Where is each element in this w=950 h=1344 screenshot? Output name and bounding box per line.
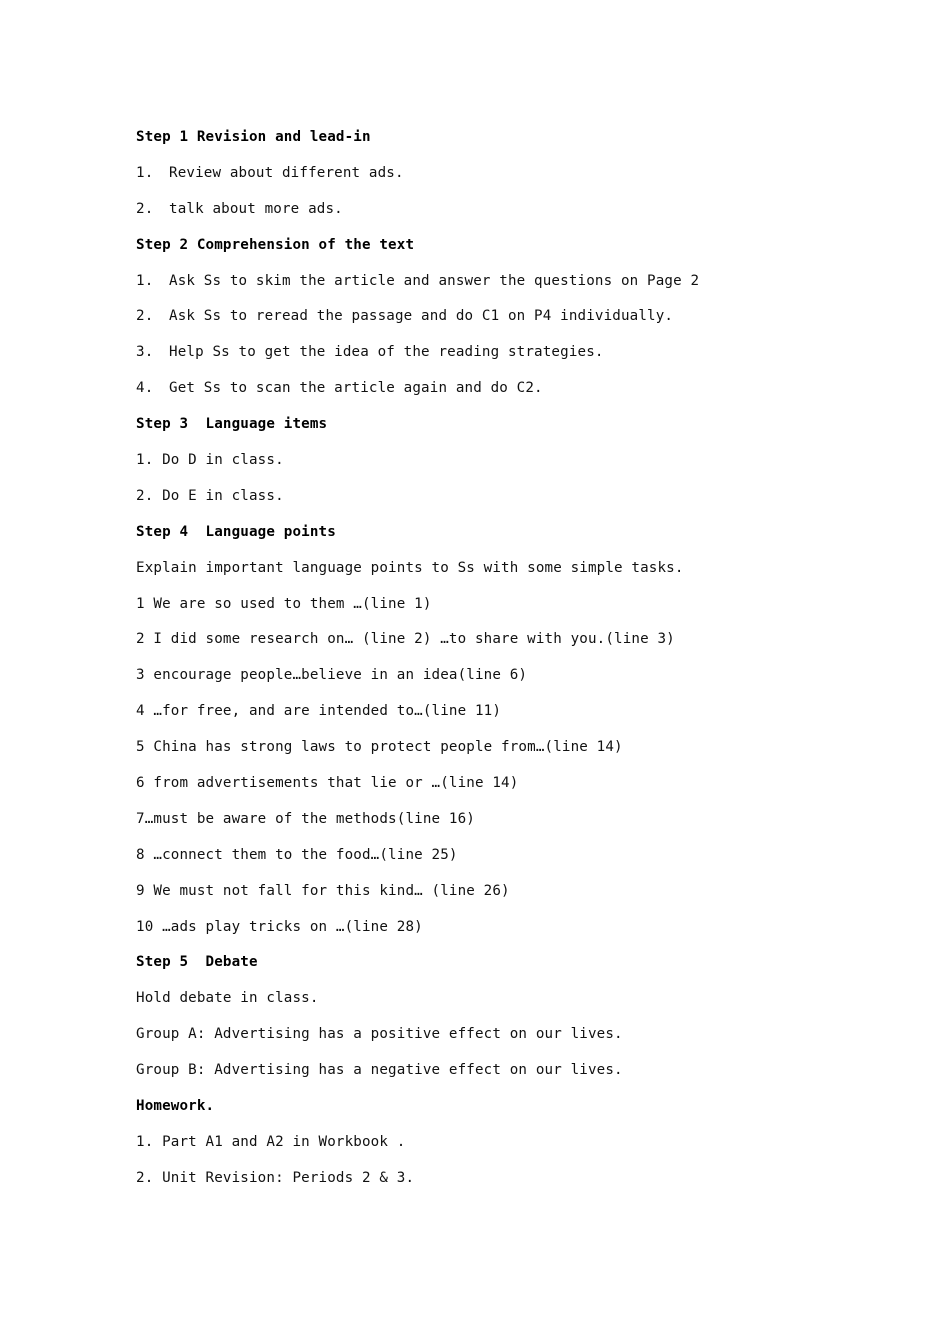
list-item: 2. Unit Revision: Periods 2 & 3. (136, 1169, 415, 1186)
list-item: 1 We are so used to them …(line 1) (136, 595, 432, 612)
list-item: 3. Help Ss to get the idea of the reading strategies. (136, 344, 604, 361)
list-item: 1. Part A1 and A2 in Workbook . (136, 1133, 406, 1150)
list-item: 1. Review about different ads. (136, 164, 404, 181)
list-item: 8 …connect them to the food…(line 25) (136, 846, 458, 863)
lesson-plan (136, 126, 856, 1203)
list-item: 1. Ask Ss to skim the article and answer the questions on Page 2 (136, 272, 700, 289)
list-item: 9 We must not fall for this kind… (line 26) (136, 882, 510, 899)
list-item: Hold debate in class. (136, 990, 319, 1007)
list-item: 4. Get Ss to scan the article again and do C2. (136, 380, 543, 397)
list-item: 2 I did some research on… (line 2) …to share with you.(line 3) (136, 631, 675, 648)
list-item: 7…must be aware of the methods(line 16) (136, 810, 475, 827)
step2-heading: Step 2 Comprehension of the text (136, 236, 415, 253)
list-item: 2. talk about more ads. (136, 200, 343, 217)
list-item: 3 encourage people…believe in an idea(line 6) (136, 667, 528, 684)
list-item: 2. Ask Ss to reread the passage and do C1 on P4 individually. (136, 308, 674, 325)
step4-heading: Step 4 Language points (136, 523, 336, 540)
list-item: Group B: Advertising has a negative effect on our lives. (136, 1062, 623, 1079)
list-item: 2. Do E in class. (136, 487, 284, 504)
list-item: 5 China has strong laws to protect people from…(line 14) (136, 739, 623, 756)
list-item: 10 …ads play tricks on …(line 28) (136, 918, 423, 935)
list-item: Group A: Advertising has a positive effect on our lives. (136, 1026, 623, 1043)
list-item: 1. Do D in class. (136, 452, 284, 469)
homework-heading: Homework. (136, 1098, 215, 1115)
step5-heading: Step 5 Debate (136, 954, 258, 971)
step1-heading: Step 1 Revision and lead-in (136, 129, 371, 145)
list-item: 6 from advertisements that lie or …(line 14) (136, 775, 519, 792)
list-item: 4 …for free, and are intended to…(line 11) (136, 703, 502, 720)
step4-intro: Explain important language points to Ss with some simple tasks. (136, 559, 684, 576)
step3-heading: Step 3 Language items (136, 416, 328, 433)
